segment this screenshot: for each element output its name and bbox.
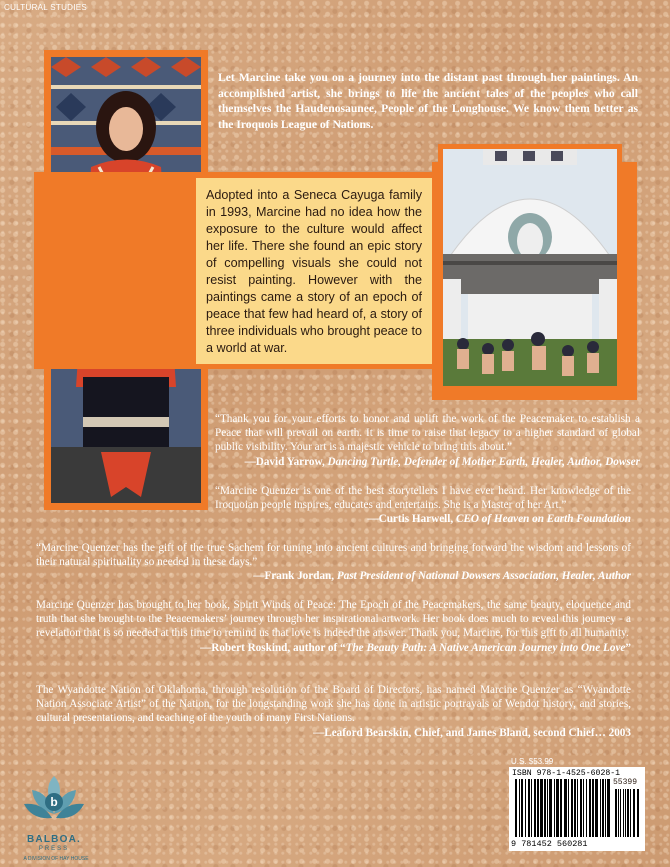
- barcode-bar: [549, 779, 552, 837]
- barcode-bar: [571, 779, 573, 837]
- quote-author: —David Yarrow,: [244, 455, 328, 468]
- barcode-bar: [540, 779, 543, 837]
- testimonial-quote: [36, 598, 631, 655]
- svg-text:b: b: [50, 795, 58, 809]
- barcode-bar: [589, 779, 591, 837]
- balboa-lotus-icon: [18, 768, 98, 832]
- barcode-bar: [577, 779, 578, 837]
- barcode-bar: [605, 779, 606, 837]
- barcode-bar: [556, 779, 559, 837]
- quote-author-title: CEO of Heaven on Earth Foundation: [456, 513, 631, 526]
- quote-author: —Frank Jordan,: [253, 570, 337, 583]
- testimonial-quote: [36, 541, 631, 584]
- barcode-bar: [521, 779, 523, 837]
- publisher-division: A DIVISION OF HAY HOUSE: [23, 856, 89, 862]
- barcode-addon-digits: 55399: [613, 778, 638, 787]
- barcode-bar: [595, 779, 598, 837]
- barcode-bar: [568, 779, 569, 837]
- quote-attribution: [36, 641, 631, 655]
- barcode-bar: [586, 779, 587, 837]
- barcode-bar: [583, 779, 584, 837]
- quote-text: The Wyandotte Nation of Oklahoma, through resolution of the Board of Directors, has named Marcine Quenzer as “Wyandotte Nation Associate Artist” of the Nation, for the longstanding work she has done in artistic portrayals of Wendot history, and stories, cultural presentations, and teaching of the youth of many First Nations.: [36, 684, 631, 725]
- barcode-bar: [528, 779, 530, 837]
- barcode-bar: [525, 779, 526, 837]
- quote-author: —Leaford Bearskin, Chief, and James Bland, second Chief… 2003: [313, 726, 631, 739]
- barcode-addon-bar: [637, 789, 639, 837]
- quote-author: —Robert Roskind, author of “: [200, 641, 346, 654]
- quote-text: Marcine Quenzer has brought to her book, Spirit Winds of Peace: The Epoch of the Peacemakers, the same beauty, eloquence and truth that she brought to the Peacemakers’ journey through her inspirational artwork. Her book does much to reveal this journey - a revelation that is so needed at this time to remind us that love is indeed the answer. Thank you, Marcine, for this gift to all humanity.: [36, 599, 631, 640]
- intro-paragraph: Let Marcine take you on a journey into the distant past through her paintings. An accomplished artist, she brings to life the ancient tales of the peoples who call themselves the Haudenosaunee, People of the Longhouse. We know them better as the Iroquois League of Nations.: [218, 71, 638, 131]
- price-label: U.S. $53.99: [511, 757, 554, 766]
- quote-text: “Marcine Quenzer has the gift of the true Sachem for tuning into ancient cultures and bringing forward the wisdom and lessons of their natural spirituality so needed in these days.”: [36, 542, 631, 569]
- quote-author-title: Dancing Turtle, Defender of Mother Earth, Healer, Author, Dowser: [327, 455, 640, 468]
- quote-author-suffix: ”: [625, 641, 631, 654]
- barcode-addon-bar: [620, 789, 621, 837]
- quote-attribution: [36, 569, 631, 583]
- publisher-name: BALBOA.: [27, 834, 81, 845]
- quote-text: “Thank you for your efforts to honor and uplift the work of the Peacemaker to establish a Peace that will prevail on earth. It is time to raise that legacy to a higher standard of global public visibility. Your art is a majestic vehicle to bring this about.”: [215, 413, 640, 454]
- barcode-bar: [574, 779, 576, 837]
- barcode-addon-bar: [627, 789, 629, 837]
- quote-attribution: [215, 512, 631, 526]
- quote-author-title: The Beauty Path: A Native American Journey into One Love: [345, 641, 626, 654]
- barcode-bar: [580, 779, 582, 837]
- barcode-bar: [547, 779, 548, 837]
- barcode-bar: [564, 779, 567, 837]
- peace-pagoda-photo: [443, 149, 617, 386]
- barcode-bar: [534, 779, 536, 837]
- barcode-bar: [519, 779, 520, 837]
- publisher-logo: [18, 768, 98, 862]
- isbn-barcode: [509, 767, 645, 851]
- barcode-addon-bar: [615, 789, 617, 837]
- testimonial-quote: [215, 412, 640, 469]
- barcode-bar: [560, 779, 562, 837]
- barcode-bar: [544, 779, 546, 837]
- barcode-bar: [607, 779, 610, 837]
- barcode-addon-bar: [623, 789, 624, 837]
- story-summary-text: Adopted into a Seneca Cayuga family in 1993, Marcine had no idea how the exposure to the culture would affect her life. There she found an epic story of compelling visuals she could not resist painting. However with the paintings came a story of an epoch of peace that few had heard of, a story of three individuals who brought peace to a world at war.: [206, 188, 422, 355]
- barcode-bar: [537, 779, 539, 837]
- quote-attribution: [215, 455, 640, 469]
- barcode-addon-bar: [633, 789, 635, 837]
- barcode-digits: 9 781452 560281: [511, 839, 588, 849]
- story-summary-box: [196, 178, 432, 364]
- barcode-bar: [592, 779, 594, 837]
- isbn-number: ISBN 978-1-4525-6028-1: [512, 769, 621, 778]
- barcode-icon: [511, 779, 643, 839]
- barcode-bar: [531, 779, 532, 837]
- barcode-addon-bar: [630, 789, 631, 837]
- barcode-addon-bar: [625, 789, 626, 837]
- quote-author: —Curtis Harwell,: [367, 513, 456, 526]
- barcode-bar: [602, 779, 604, 837]
- barcode-addon-bar: [618, 789, 619, 837]
- quote-text: “Marcine Quenzer is one of the best storytellers I have ever heard. Her knowledge of the Iroquoian people inspires, educates and entertains. She is a Master of her Art.”: [215, 485, 631, 512]
- quote-author-title: Past President of National Dowsers Association, Healer, Author: [336, 570, 631, 583]
- peace-pagoda-photo-frame: [438, 144, 622, 391]
- barcode-bar: [600, 779, 601, 837]
- quote-attribution: [36, 726, 631, 740]
- barcode-bar: [515, 779, 517, 837]
- testimonial-quote: [215, 484, 631, 527]
- publisher-press: PRESS: [38, 846, 70, 852]
- barcode-bar: [554, 779, 555, 837]
- testimonial-quote: [36, 683, 631, 740]
- category-label: CULTURAL STUDIES: [4, 3, 88, 12]
